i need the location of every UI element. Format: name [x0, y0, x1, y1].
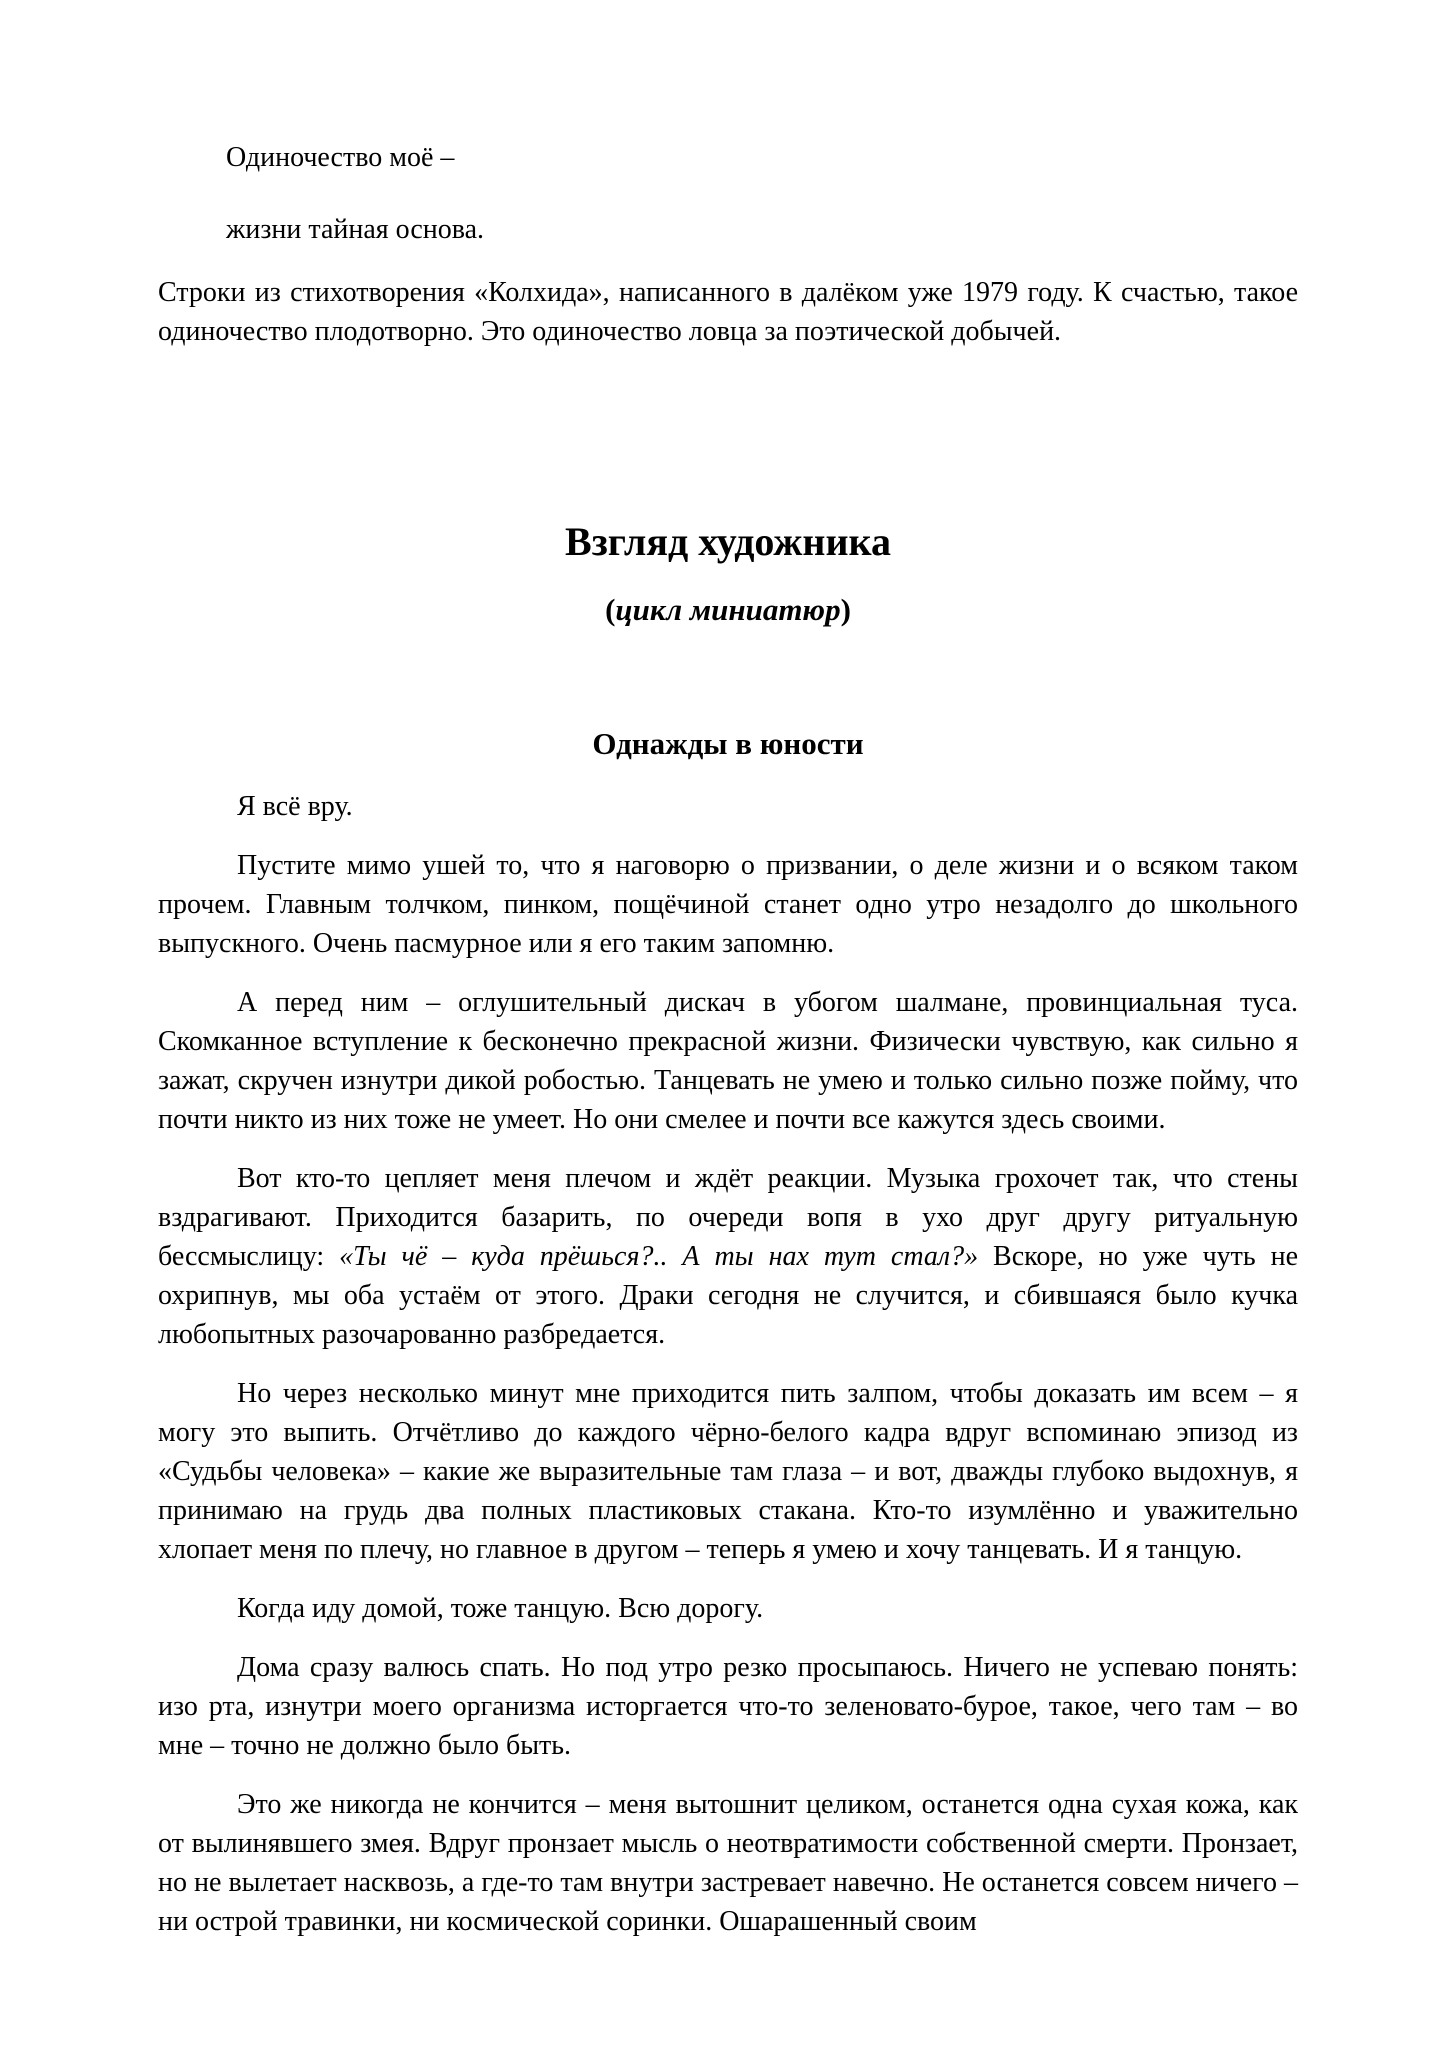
paragraph-4-after-quote: Вскоре, но уже чуть не охрипнув, мы оба устаём от этого. Драки сегодня не случится, и сбившаяся было кучка любопытных разочарованно разбредается.: [158, 1241, 1299, 1350]
body-paragraph-6: Когда иду домой, тоже танцую. Всю дорогу.: [237, 1593, 764, 1624]
body-paragraph-3: А перед ним – оглушительный дискач в убогом шалмане, провинциальная туса. Скомканное вступление к бесконечно прекрасной жизни. Физически чувствую, как сильно я зажат, скручен изнутри дикой робостью. Танцевать не умею и только сильно позже пойму, что почти никто из них тоже не умеет. Но они смелее и почти все кажутся здесь своими.: [158, 987, 1298, 1135]
poem-line-1: Одиночество моё –: [226, 142, 455, 173]
body-paragraph-4-with-quote: [158, 1159, 1298, 1354]
paragraph-4-italic-quote: «Ты чё – куда прёшься?.. А ты нах тут стал?»: [339, 1241, 979, 1272]
subtitle-open-paren: (: [605, 592, 616, 627]
cycle-subtitle: [158, 591, 1298, 629]
body-paragraph-7: Дома сразу валюсь спать. Но под утро резко просыпаюсь. Ничего не успеваю понять: изо рта, изнутри моего организма исторгается что-то зеленовато-бурое, такое, чего там – во мне – точно не должно было быть.: [158, 1652, 1298, 1761]
section-heading: Однажды в юности: [592, 726, 864, 761]
body-paragraph-8: Это же никогда не кончится – меня вытошнит целиком, останется одна сухая кожа, как от вылинявшего змея. Вдруг пронзает мысль о неотвратимости собственной смерти. Пронзает, но не вылетает насквозь, а где-то там внутри застревает навечно. Не останется совсем ничего – ни острой травинки, ни космической соринки. Ошарашенный своим: [158, 1789, 1298, 1937]
subtitle-close-paren: ): [840, 592, 851, 627]
paragraph-4-before-quote: Вот кто-то цепляет меня плечом и ждёт реакции. Музыка грохочет так, что стены вздрагивают. Приходится базарить, по очереди вопя в ухо друг другу ритуальную бессмыслицу:: [158, 1163, 1298, 1272]
subtitle-text: цикл миниатюр: [615, 592, 841, 627]
poem-line-2: жизни тайная основа.: [226, 214, 485, 245]
body-paragraph-5: Но через несколько минут мне приходится пить залпом, чтобы доказать им всем – я могу это выпить. Отчётливо до каждого чёрно-белого кадра вдруг вспоминаю эпизод из «Судьбы человека» – какие же выразительные там глаза – и вот, дважды глубоко выдохнув, я принимаю на грудь два полных пластиковых стакана. Кто-то изумлённо и уважительно хлопает меня по плечу, но главное в другом – теперь я умею и хочу танцевать. И я танцую.: [158, 1378, 1298, 1565]
body-paragraph-2: Пустите мимо ушей то, что я наговорю о призвании, о деле жизни и о всяком таком прочем. Главным толчком, пинком, пощёчиной станет одно утро незадолго до школьного выпускного. Очень пасмурное или я его таким запомню.: [158, 850, 1298, 959]
body-paragraph-1: Я всё вру.: [237, 791, 353, 822]
intro-paragraph: Строки из стихотворения «Колхида», написанного в далёком уже 1979 году. К счастью, такое одиночество плодотворно. Это одиночество ловца за поэтической добычей.: [158, 277, 1298, 347]
page-title: Взгляд художника: [565, 519, 891, 564]
